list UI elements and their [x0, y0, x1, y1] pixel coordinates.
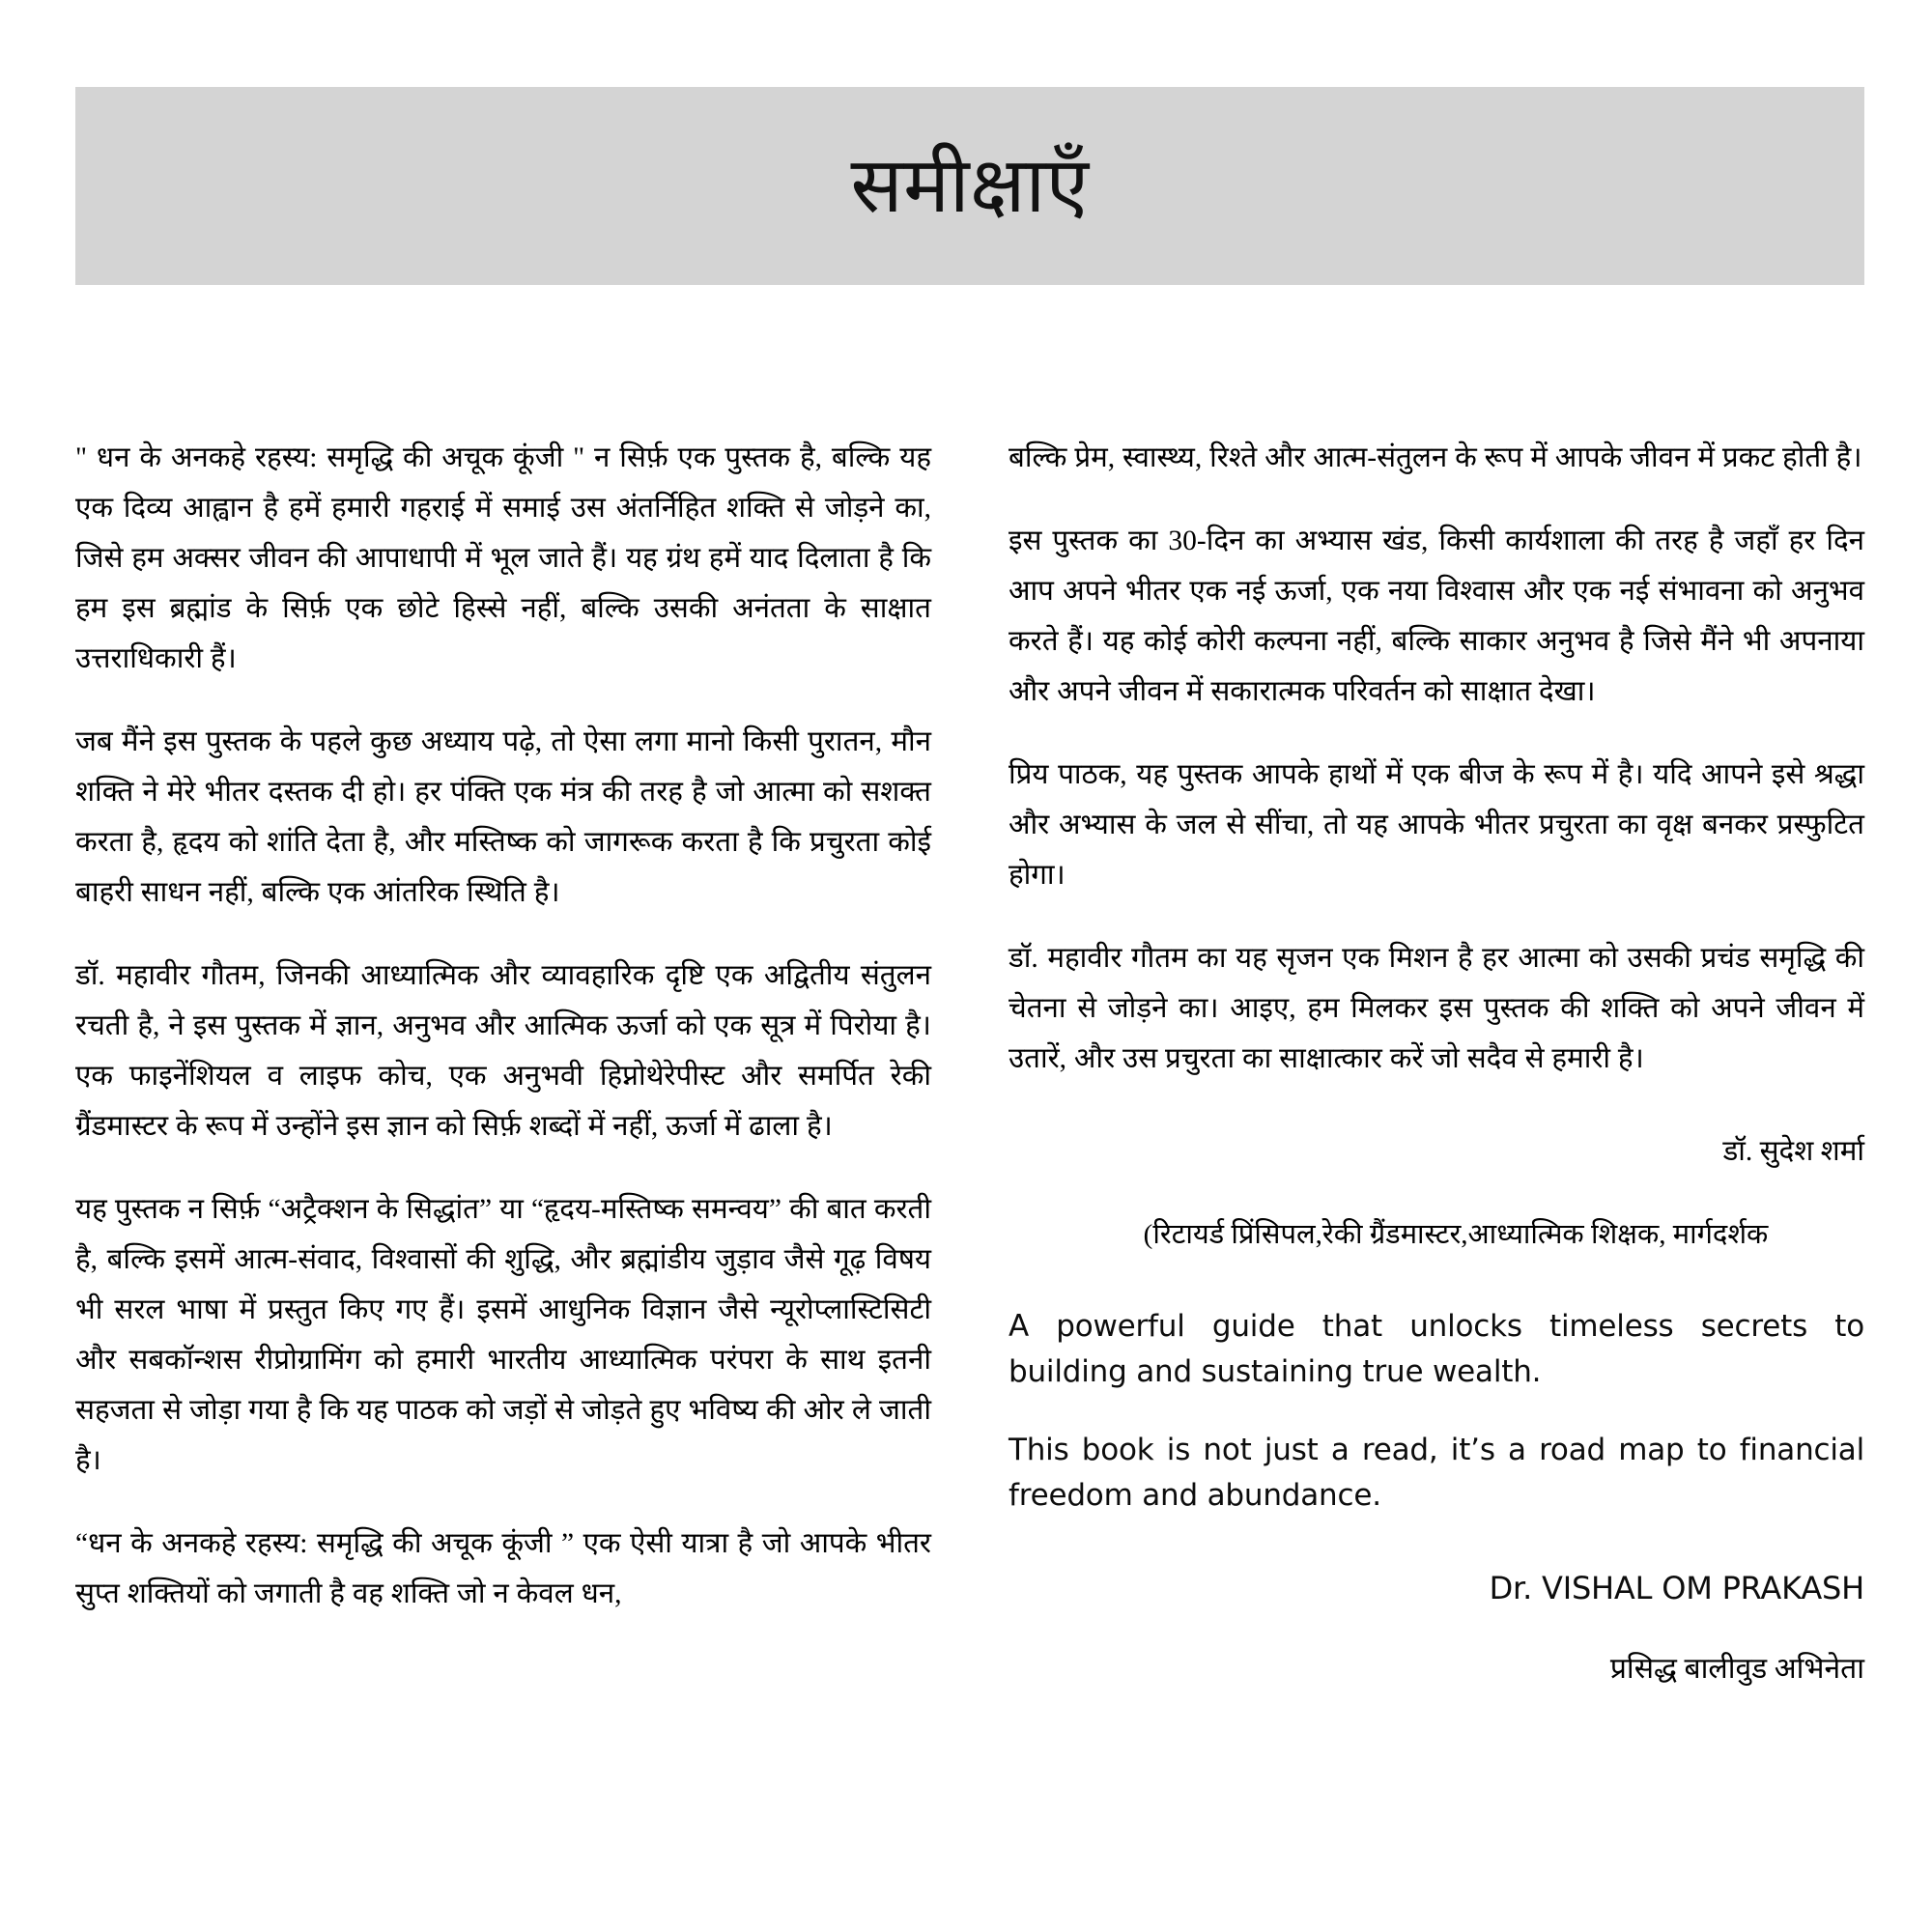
- left-paragraph-2: जब मैंने इस पुस्तक के पहले कुछ अध्याय पढ़े, तो ऐसा लगा मानो किसी पुरातन, मौन शक्ति ने मेरे भीतर दस्तक दी हो। हर पंक्ति एक मंत्र की तरह है जो आत्मा को सशक्त करता है, हृदय को शांति देता है, और मस्तिष्क को जागरूक करता है कि प्रचुरता कोई बाहरी साधन नहीं, बल्कि एक आंतरिक स्थिति है।: [75, 726, 931, 908]
- right-paragraph-2: इस पुस्तक का 30-दिन का अभ्यास खंड, किसी कार्यशाला की तरह है जहाँ हर दिन आप अपने भीतर एक नई ऊर्जा, एक नया विश्वास और एक नई संभावना को अनुभव करते हैं। यह कोई कोरी कल्पना नहीं, बल्कि साकार अनुभव है जिसे मैंने भी अपनाया और अपने जीवन में सकारात्मक परिवर्तन को साक्षात देखा।: [1009, 526, 1864, 707]
- body-columns: [75, 433, 1864, 1692]
- left-paragraph-1: " धन के अनकहे रहस्य: समृद्धि की अचूक कूंजी " न सिर्फ़ एक पुस्तक है, बल्कि यह एक दिव्य आह्वान है हमें हमारी गहराई में समाई उस अंतर्निहित शक्ति से जोड़ने का, जिसे हम अक्सर जीवन की आपाधापी में भूल जाते हैं। यह ग्रंथ हमें याद दिलाता है कि हम इस ब्रह्मांड के सिर्फ़ एक छोटे हिस्से नहीं, बल्कि उसकी अनंतता के साक्षात उत्तराधिकारी हैं।: [75, 442, 931, 674]
- right-paragraph-4: डॉ. महावीर गौतम का यह सृजन एक मिशन है हर आत्मा को उसकी प्रचंड समृद्धि की चेतना से जोड़ने का। आइए, हम मिलकर इस पुस्तक की शक्ति को अपने जीवन में उतारें, और उस प्रचुरता का साक्षात्कार करें जो सदैव से हमारी है।: [1009, 943, 1864, 1074]
- left-column: [75, 433, 931, 1619]
- english-testimonial-1: A powerful guide that unlocks timeless secrets to building and sustaining true wealth.: [1009, 1309, 1864, 1389]
- reviewer-english-title: प्रसिद्ध बालीवुड अभिनेता: [1609, 1653, 1864, 1685]
- reviewer-hindi-name: डॉ. सुदेश शर्मा: [1722, 1136, 1864, 1167]
- reviewer-hindi-credentials: (रिटायर्ड प्रिंसिपल,रेकी ग्रैंडमास्टर,आध्यात्मिक शिक्षक, मार्गदर्शक: [1143, 1219, 1769, 1250]
- reviewer-english-name: Dr. VISHAL OM PRAKASH: [1489, 1570, 1864, 1606]
- left-paragraph-5: “धन के अनकहे रहस्य: समृद्धि की अचूक कूंजी ” एक ऐसी यात्रा है जो आपके भीतर सुप्त शक्तियों को जगाती है वह शक्ति जो न केवल धन,: [75, 1528, 931, 1609]
- right-paragraph-3: प्रिय पाठक, यह पुस्तक आपके हाथों में एक बीज के रूप में है। यदि आपने इसे श्रद्धा और अभ्यास के जल से सींचा, तो यह आपके भीतर प्रचुरता का वृक्ष बनकर प्रस्फुटित होगा।: [1009, 759, 1864, 891]
- right-paragraph-1: बल्कि प्रेम, स्वास्थ्य, रिश्ते और आत्म-संतुलन के रूप में आपके जीवन में प्रकट होती है।: [1009, 442, 1862, 473]
- left-paragraph-3: डॉ. महावीर गौतम, जिनकी आध्यात्मिक और व्यावहारिक दृष्टि एक अद्वितीय संतुलन रचती है, ने इस पुस्तक में ज्ञान, अनुभव और आत्मिक ऊर्जा को एक सूत्र में पिरोया है। एक फाइनेंशियल व लाइफ कोच, एक अनुभवी हिप्नोथेरेपीस्ट और समर्पित रेकी ग्रैंडमास्टर के रूप में उन्होंने इस ज्ञान को सिर्फ़ शब्दों में नहीं, ऊर्जा में ढाला है।: [75, 960, 931, 1142]
- right-column: [1009, 433, 1864, 1692]
- page-header-banner: [75, 87, 1864, 285]
- left-paragraph-4: यह पुस्तक न सिर्फ़ “अट्रैक्शन के सिद्धांत” या “हृदय-मस्तिष्क समन्वय” की बात करती है, बल्कि इसमें आत्म-संवाद, विश्वासों की शुद्धि, और ब्रह्मांडीय जुड़ाव जैसे गूढ़ विषय भी सरल भाषा में प्रस्तुत किए गए हैं। इसमें आधुनिक विज्ञान जैसे न्यूरोप्लास्टिसिटी और सबकॉन्शस रीप्रोग्रामिंग को हमारी भारतीय आध्यात्मिक परंपरा के साथ इतनी सहजता से जोड़ा गया है कि यह पाठक को जड़ों से जोड़ते हुए भविष्य की ओर ले जाती है।: [75, 1194, 931, 1476]
- page-title: समीक्षाएँ: [850, 143, 1090, 229]
- english-testimonial-2: This book is not just a read, it’s a road map to financial freedom and abundance.: [1009, 1433, 1864, 1513]
